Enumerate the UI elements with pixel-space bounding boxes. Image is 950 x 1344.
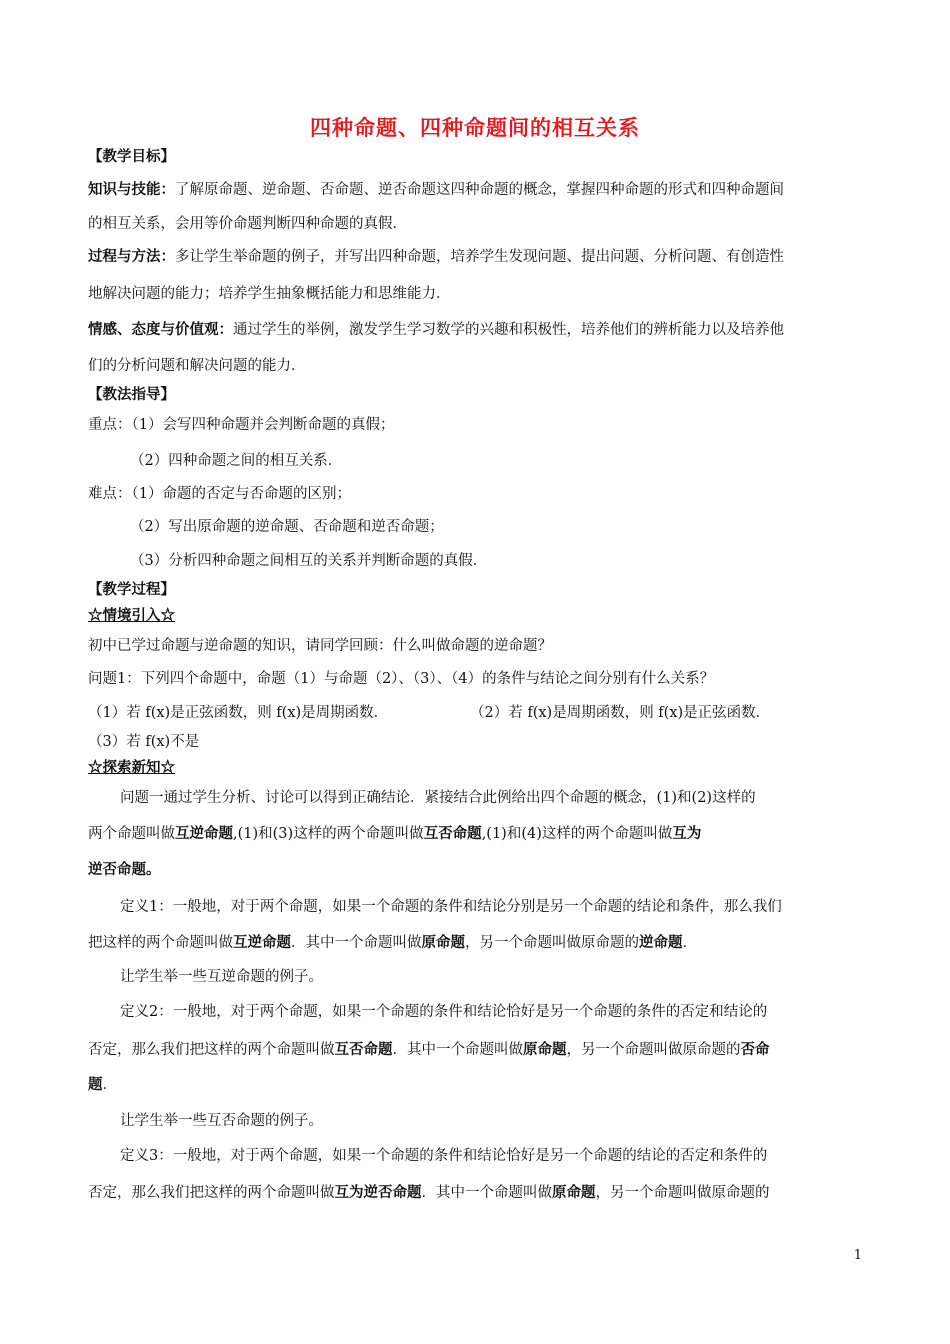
term-original: 原命题 <box>421 934 465 951</box>
example-prompt-2: 让学生举一些互否命题的例子。 <box>120 1113 323 1129</box>
example-prompt-1: 让学生举一些互逆命题的例子。 <box>120 969 323 985</box>
emotion-paragraph-line: 们的分析问题和解决问题的能力． <box>88 358 306 374</box>
term-inverse: 互否命题 <box>334 1041 393 1058</box>
knowledge-paragraph-line: 的相互关系，会用等价命题判断四种命题的真假． <box>88 216 407 232</box>
text-run: ,(1)和(4)这样的两个命题叫做 <box>481 826 673 842</box>
key-point-line: 重点：（1）会写四种命题并会判断命题的真假； <box>88 417 395 433</box>
process-paragraph-line <box>88 247 784 267</box>
explore-paragraph-line: 问题一通过学生分析、讨论可以得到正确结论．紧接结合此例给出四个命题的概念，(1)和(2)这样的 <box>120 790 756 806</box>
definition-3-line: 定义3：一般地，对于两个命题，如果一个命题的条件和结论恰好是另一个命题的结论的否定和条件的 <box>120 1148 768 1164</box>
emotion-text: 通过学生的举例，激发学生学习数学的兴趣和积极性，培养他们的辨析能力以及培养他 <box>233 322 784 338</box>
difficulty-line: 难点：（1）命题的否定与否命题的区别； <box>88 486 351 502</box>
knowledge-paragraph-line <box>88 180 784 200</box>
text-run: ，另一个命题叫做原命题的 <box>566 1042 741 1058</box>
text-run: ．其中一个命题叫做 <box>421 1185 552 1201</box>
term-inverse: 互否命题 <box>423 825 482 842</box>
term-contrapositive: 互为 <box>672 825 702 842</box>
term-converse: 互逆命题 <box>233 934 291 951</box>
term-original: 原命题 <box>552 1184 596 1201</box>
term-original: 原命题 <box>523 1041 567 1058</box>
term-inverse-prop: 否命 <box>740 1041 770 1058</box>
emotion-label: 情感、态度与价值观： <box>88 321 233 338</box>
explore-heading: ☆探索新知☆ <box>88 759 175 776</box>
term-contrapositive-cont: 逆否命题。 <box>88 861 161 878</box>
proposition-3: （3）若 f(x)不是 <box>88 734 200 750</box>
text-run: ,(1)和(3)这样的两个命题叫做 <box>233 826 424 842</box>
text-run: ． <box>102 1077 117 1093</box>
text-run: 否定，那么我们把这样的两个命题叫做 <box>88 1185 335 1201</box>
text-run: 把这样的两个命题叫做 <box>88 935 233 951</box>
text-run: 否定，那么我们把这样的两个命题叫做 <box>88 1042 335 1058</box>
difficulty-line: （2）写出原命题的逆命题、否命题和逆否命题； <box>130 519 444 535</box>
intro-heading: ☆情境引入☆ <box>88 607 175 624</box>
section-goals-heading: 【教学目标】 <box>88 148 175 165</box>
key-point-line: （2）四种命题之间的相互关系． <box>130 453 343 469</box>
definition-2-line: 定义2：一般地，对于两个命题，如果一个命题的条件和结论恰好是另一个命题的条件的否定和结论的 <box>120 1004 768 1020</box>
section-guide-heading: 【教法指导】 <box>88 386 175 403</box>
process-paragraph-line: 地解决问题的能力；培养学生抽象概括能力和思维能力． <box>88 286 451 302</box>
text-run: 两个命题叫做 <box>88 826 175 842</box>
text-run: ，另一个命题叫做原命题的 <box>595 1185 770 1201</box>
definition-2-line <box>88 1075 117 1095</box>
emotion-paragraph-line <box>88 320 784 340</box>
proposition-1: （1）若 f(x)是正弦函数，则 f(x)是周期函数． <box>88 705 389 721</box>
definition-2-line <box>88 1040 770 1060</box>
section-process-heading: 【教学过程】 <box>88 581 175 598</box>
definition-1-line: 定义1：一般地，对于两个命题，如果一个命题的条件和结论分别是另一个命题的结论和条件，那么我们 <box>120 899 782 915</box>
page-title: 四种命题、四种命题间的相互关系 <box>310 115 640 140</box>
term-converse-prop: 逆命题 <box>639 934 683 951</box>
difficulty-line: （3）分析四种命题之间相互的关系并判断命题的真假． <box>130 553 488 569</box>
proposition-2: （2）若 f(x)是周期函数，则 f(x)是正弦函数． <box>470 705 771 721</box>
text-run: ，另一个命题叫做原命题的 <box>465 935 639 951</box>
term-converse: 互逆命题 <box>175 825 233 842</box>
text-run: ．其中一个命题叫做 <box>392 1042 523 1058</box>
process-label: 过程与方法： <box>88 248 175 265</box>
knowledge-label: 知识与技能： <box>88 181 175 198</box>
text-run: ． <box>682 935 697 951</box>
explore-paragraph-line <box>88 824 701 844</box>
process-text: 多让学生举命题的例子，并写出四种命题，培养学生发现问题、提出问题、分析问题、有创造性 <box>175 249 784 265</box>
text-run: ．其中一个命题叫做 <box>291 935 422 951</box>
definition-1-line <box>88 933 697 953</box>
intro-text: 初中已学过命题与逆命题的知识，请同学回顾：什么叫做命题的逆命题？ <box>88 638 552 654</box>
definition-3-line <box>88 1183 770 1203</box>
knowledge-text: 了解原命题、逆命题、否命题、逆否命题这四种命题的概念，掌握四种命题的形式和四种命题间 <box>175 182 784 198</box>
term-contrapositive: 互为逆否命题 <box>334 1184 422 1201</box>
page-number: 1 <box>853 1248 862 1263</box>
term-inverse-prop-cont: 题 <box>88 1076 103 1093</box>
question-1: 问题1：下列四个命题中，命题（1）与命题（2）、（3）、（4）的条件与结论之间分别有什么关系？ <box>88 671 715 687</box>
